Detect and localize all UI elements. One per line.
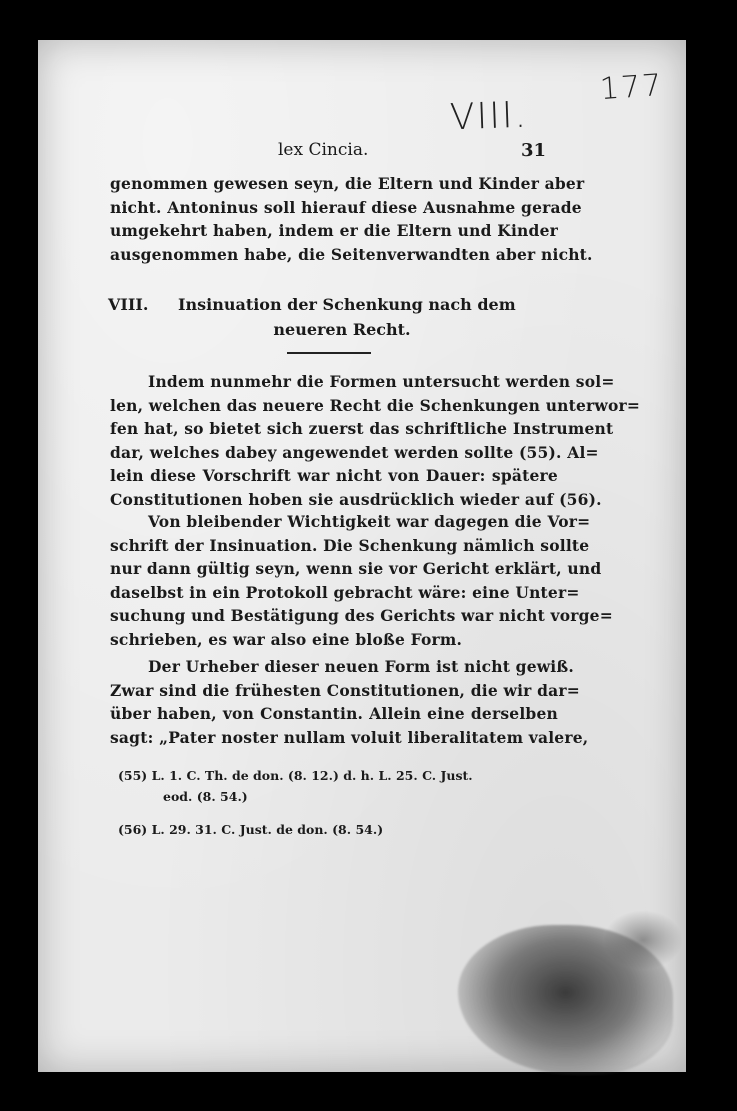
- paragraph-1: [110, 172, 593, 266]
- footnote-56: (56) L. 29. 31. C. Just. de don. (8. 54.): [118, 822, 384, 837]
- text-line: len, welchen das neuere Recht die Schenkungen unterwor=: [110, 395, 641, 415]
- text-line: sagt: „Pater noster nullam voluit liberalitatem valere,: [110, 727, 589, 747]
- text-line: fen hat, so bietet sich zuerst das schriftliche Instrument: [110, 419, 614, 438]
- text-line: nicht. Antoninus soll hierauf diese Ausnahme gerade: [110, 197, 582, 217]
- text-line: umgekehrt haben, indem er die Eltern und Kinder: [110, 221, 558, 240]
- text-line: Der Urheber dieser neuen Form ist nicht gewiß.: [148, 657, 574, 676]
- section-number: VIII.: [108, 295, 149, 314]
- text-line: Indem nunmehr die Formen untersucht werden sol=: [148, 372, 615, 391]
- ink-smudge: [603, 910, 683, 970]
- running-head: [100, 140, 546, 166]
- handwritten-chapter-mark: VIII.: [449, 94, 529, 139]
- text-line: ausgenommen habe, die Seitenverwandten aber nicht.: [110, 244, 593, 264]
- paragraph-3: [110, 510, 613, 651]
- text-line: über haben, von Constantin. Allein eine derselben: [110, 704, 558, 723]
- text-line: daselbst in ein Protokoll gebracht wäre: eine Unter=: [110, 582, 580, 602]
- section-heading: [108, 292, 556, 342]
- text-line: nur dann gültig seyn, wenn sie vor Gericht erklärt, und: [110, 559, 602, 578]
- text-line: schrieben, es war also eine bloße Form.: [110, 629, 463, 649]
- footnote-55-continuation: eod. (8. 54.): [163, 789, 248, 804]
- text-line: Zwar sind die frühesten Constitutionen, die wir dar=: [110, 680, 580, 700]
- text-line: Von bleibender Wichtigkeit war dagegen die Vor=: [148, 512, 591, 531]
- text-line: lein diese Vorschrift war nicht von Dauer: spätere: [110, 466, 558, 485]
- heading-rule: [287, 352, 371, 354]
- text-line: suchung und Bestätigung des Gerichts war nicht vorge=: [110, 606, 613, 625]
- running-head-title: lex Cincia.: [278, 140, 369, 160]
- text-line: schrift der Insinuation. Die Schenkung nämlich sollte: [110, 535, 590, 555]
- section-title-line1: Insinuation der Schenkung nach dem: [178, 295, 516, 314]
- handwritten-folio-number: 177: [598, 67, 665, 108]
- text-line: genommen gewesen seyn, die Eltern und Kinder aber: [110, 174, 585, 193]
- text-line: dar, welches dabey angewendet werden sollte (55). Al=: [110, 442, 599, 462]
- page-number: 31: [520, 140, 546, 161]
- paragraph-2: [110, 370, 641, 511]
- paragraph-4: [110, 655, 589, 749]
- text-line: Constitutionen hoben sie ausdrücklich wieder auf (56).: [110, 489, 602, 509]
- section-title-line2: neueren Recht.: [273, 320, 411, 339]
- footnote-55: (55) L. 1. C. Th. de don. (8. 12.) d. h. L. 25. C. Just.: [118, 768, 473, 783]
- footnotes: [118, 765, 563, 840]
